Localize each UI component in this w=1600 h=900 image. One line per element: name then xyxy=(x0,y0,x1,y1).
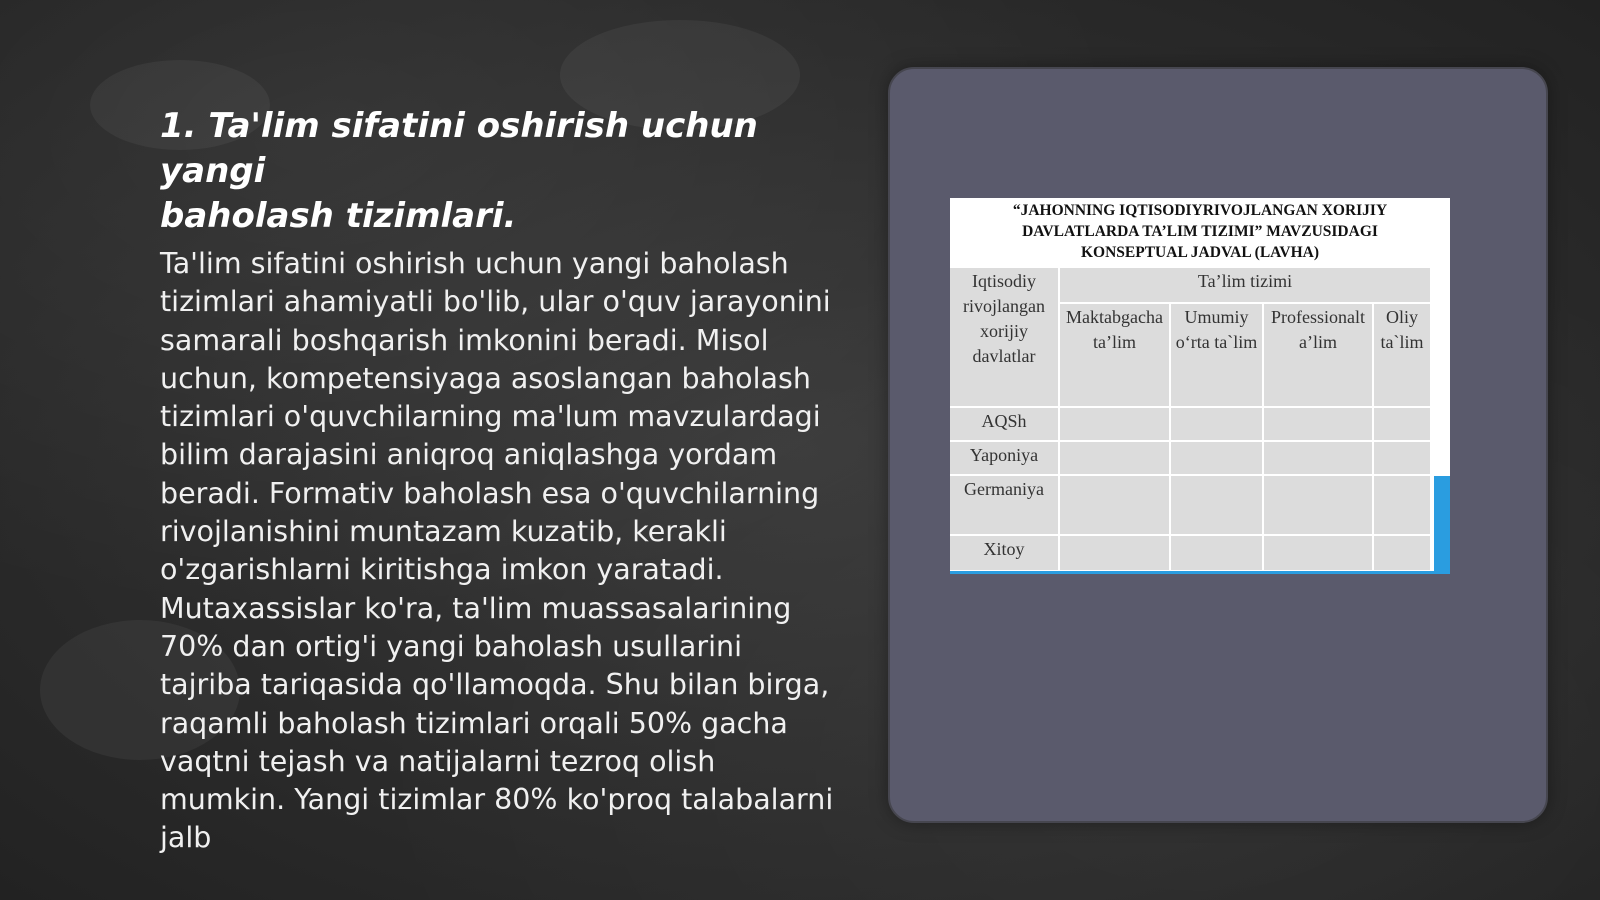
table-cell xyxy=(1264,442,1374,476)
table-row-label: Germaniya xyxy=(950,476,1060,536)
table-cell xyxy=(1264,536,1374,572)
table-cell xyxy=(1374,476,1432,536)
table-column-header: Oliy ta`lim xyxy=(1374,304,1432,408)
table-cell xyxy=(1374,442,1432,476)
table-cell xyxy=(1264,476,1374,536)
slide-title xyxy=(160,104,830,239)
table-cell xyxy=(1060,536,1171,572)
table-row-label: Xitoy xyxy=(950,536,1060,572)
table-cell xyxy=(1374,408,1432,442)
table-group-header: Ta’lim tizimi xyxy=(1060,268,1432,304)
table-cell xyxy=(1060,408,1171,442)
table-image-title: “JAHONNING IQTISODIYRIVOJLANGAN XORIJIY DAVLATLARDA TA’LIM TIZIMI” MAVZUSIDAGI KONSEPTUAL JADVAL (LAVHA) xyxy=(1012,202,1388,261)
table-row-label: Yaponiya xyxy=(950,442,1060,476)
table-column-header: Professionalt a’lim xyxy=(1264,304,1374,408)
blue-accent-line xyxy=(950,571,1450,574)
conceptual-table xyxy=(950,268,1432,574)
table-cell xyxy=(1171,408,1264,442)
table-row-header: Iqtisodiy rivojlangan xorijiy davlatlar xyxy=(950,268,1060,408)
table-cell xyxy=(1171,536,1264,572)
slide-title-line-1: 1. Ta'lim sifatini oshirish uchun yangi xyxy=(160,106,758,191)
table-cell xyxy=(1264,408,1374,442)
conceptual-table-image xyxy=(950,198,1450,574)
table-row-label: AQSh xyxy=(950,408,1060,442)
slide-title-line-2: baholash tizimlari. xyxy=(160,196,517,236)
table-column-header: Maktabgacha ta’lim xyxy=(1060,304,1171,408)
table-cell xyxy=(1060,476,1171,536)
blue-accent-bar xyxy=(1434,476,1450,574)
slide-body-text: Ta'lim sifatini oshirish uchun yangi baholash tizimlari ahamiyatli bo'lib, ular o'quv jarayonini samarali boshqarish imkonini beradi. Misol uchun, kompetensiyaga asoslangan baholash tizimlari o'quvchilarning ma'lum mavzulardagi bilim darajasini aniqroq aniqlashga yordam beradi. Formativ baholash esa o'quvchilarning rivojlanishini muntazam kuzatib, kerakli o'zgarishlarni kiritishga imkon yaratadi. Mutaxassislar ko'ra, ta'lim muassasalarining 70% dan ortig'i yangi baholash usullarini tajriba tariqasida qo'llamoqda. Shu bilan birga, raqamli baholash tizimlari orqali 50% gacha vaqtni tejash va natijalarni tezroq olish mumkin. Yangi tizimlar 80% ko'proq talabalarni jalb xyxy=(160,247,834,855)
table-cell xyxy=(1374,536,1432,572)
table-column-header: Umumiy o‘rta ta`lim xyxy=(1171,304,1264,408)
table-cell xyxy=(1171,442,1264,476)
table-cell xyxy=(1171,476,1264,536)
table-cell xyxy=(1060,442,1171,476)
